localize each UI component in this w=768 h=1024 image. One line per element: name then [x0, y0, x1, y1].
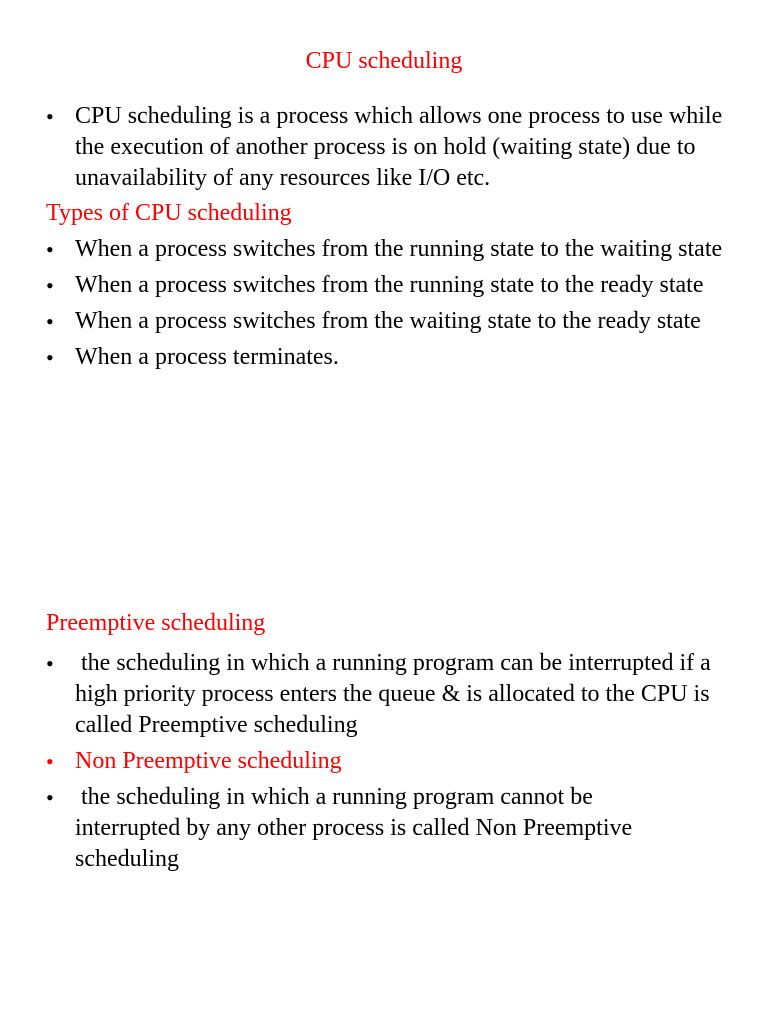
bullet-marker: •: [46, 273, 54, 298]
types-item: [46, 306, 736, 337]
types-heading: Types of CPU scheduling: [46, 200, 292, 226]
intro-section: [46, 101, 736, 194]
types-item: [46, 342, 736, 373]
bullet-marker: •: [46, 749, 54, 774]
non-preemptive-heading-bullet: [46, 746, 736, 777]
preemptive-section: [46, 608, 736, 875]
types-item-text: When a process switches from the running state to the waiting state: [75, 236, 723, 262]
bullet-marker: •: [46, 237, 54, 262]
preemptive-bullet: [46, 648, 736, 741]
types-item: [46, 270, 736, 301]
page-title: CPU scheduling: [305, 48, 463, 74]
non-preemptive-text: the scheduling in which a running program cannot be interrupted by any other process is called Non Preemptive scheduling: [75, 784, 639, 872]
types-item-text: When a process switches from the waiting state to the ready state: [75, 308, 701, 334]
bullet-marker: •: [46, 785, 54, 810]
non-preemptive-heading: Non Preemptive scheduling: [75, 748, 342, 774]
intro-text: CPU scheduling is a process which allows one process to use while the execution of another process is on hold (waiting state) due to unavailability of any resources like I/O etc.: [75, 103, 729, 191]
intro-bullet: [46, 101, 736, 194]
preemptive-heading: Preemptive scheduling: [46, 610, 266, 636]
types-item: [46, 234, 736, 265]
bullet-marker: •: [46, 651, 54, 676]
non-preemptive-bullet: [46, 782, 736, 875]
types-section: [46, 198, 736, 373]
bullet-marker: •: [46, 345, 54, 370]
bullet-marker: •: [46, 104, 54, 129]
preemptive-text: the scheduling in which a running program can be interrupted if a high priority process enters the queue & is allocated to the CPU is called Preemptive scheduling: [75, 650, 717, 738]
bullet-marker: •: [46, 309, 54, 334]
types-item-text: When a process terminates.: [75, 344, 339, 370]
types-item-text: When a process switches from the running state to the ready state: [75, 272, 704, 298]
